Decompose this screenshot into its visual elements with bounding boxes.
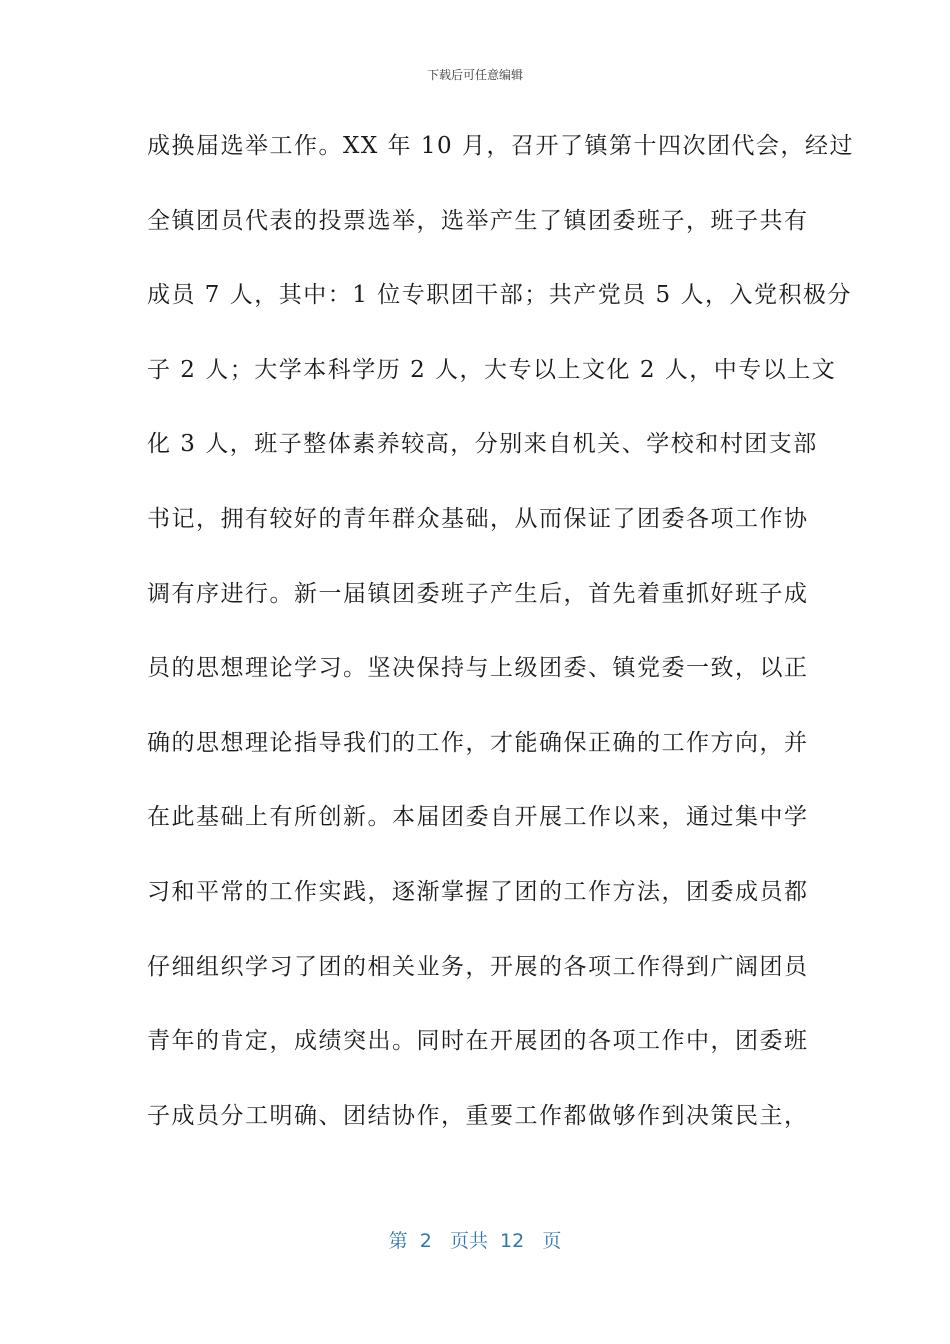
body-line: 子 2 人；大学本科学历 2 人，大专以上文化 2 人，中专以上文 — [147, 356, 837, 383]
body-line: 书记，拥有较好的青年群众基础，从而保证了团委各项工作协 — [147, 505, 809, 532]
body-text — [147, 124, 854, 1168]
page-number-footer: 第 2 页共 12 页 — [388, 1230, 562, 1252]
body-line: 调有序进行。新一届镇团委班子产生后，首先着重抓好班子成 — [147, 580, 809, 607]
body-line: 在此基础上有所创新。本届团委自开展工作以来，通过集中学 — [147, 804, 809, 831]
body-line: 全镇团员代表的投票选举，选举产生了镇团委班子，班子共有 — [147, 207, 809, 234]
body-line: 成换届选举工作。XX 年 10 月，召开了镇第十四次团代会，经过 — [147, 133, 854, 159]
body-line: 确的思想理论指导我们的工作，才能确保正确的工作方向，并 — [147, 729, 809, 756]
header-note: 下载后可任意编辑 — [426, 68, 523, 82]
body-line: 仔细组织学习了团的相关业务，开展的各项工作得到广阔团员 — [147, 953, 809, 980]
body-line: 习和平常的工作实践，逐渐掌握了团的工作方法，团委成员都 — [147, 878, 809, 905]
body-line: 成员 7 人，其中：1 位专职团干部；共产党员 5 人，入党积极分 — [147, 282, 852, 309]
body-line: 青年的肯定，成绩突出。同时在开展团的各项工作中，团委班 — [147, 1028, 809, 1055]
body-line: 子成员分工明确、团结协作，重要工作都做够作到决策民主， — [147, 1102, 809, 1129]
body-line: 化 3 人，班子整体素养较高，分别来自机关、学校和村团支部 — [147, 431, 818, 458]
body-line: 员的思想理论学习。坚决保持与上级团委、镇党委一致，以正 — [147, 655, 809, 682]
